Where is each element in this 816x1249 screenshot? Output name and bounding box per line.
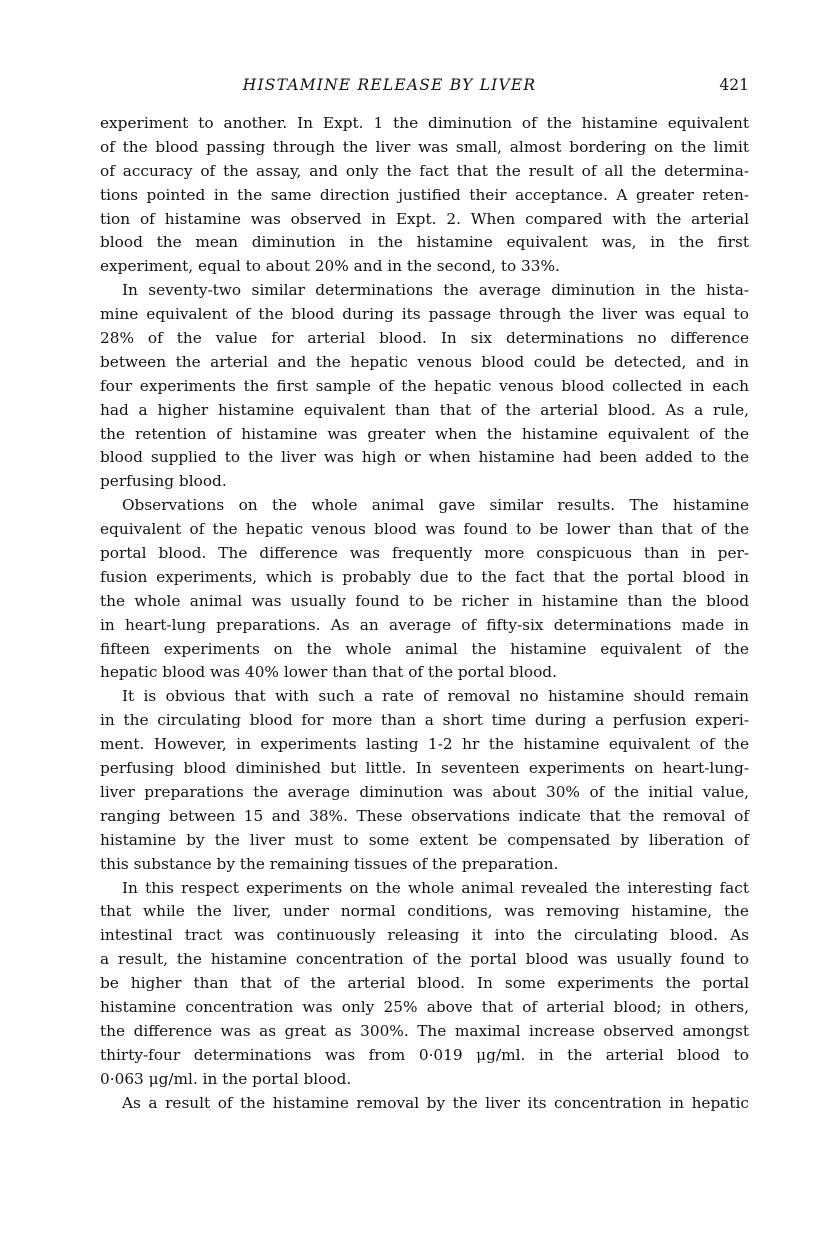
text-line: perfusing blood diminished but little. In seventeen experiments on heart-lung- — [100, 759, 749, 778]
text-line: histamine by the liver must to some extent be compensated by liberation of — [100, 830, 749, 849]
text-line: perfusing blood. — [100, 472, 227, 491]
running-header — [100, 76, 749, 100]
paragraph — [100, 685, 749, 876]
text-line: liver preparations the average diminution was about 30% of the initial value, — [100, 782, 749, 801]
text-line: of the blood passing through the liver was small, almost bordering on the limit — [100, 137, 749, 156]
text-line: in heart-lung preparations. As an average of fifty-six determinations made in — [100, 615, 749, 634]
text-line: this substance by the remaining tissues of the preparation. — [100, 854, 559, 873]
text-line: Observations on the whole animal gave similar results. The histamine — [122, 496, 749, 515]
text-line: 28% of the value for arterial blood. In six determinations no difference — [100, 329, 749, 348]
text-line: a result, the histamine concentration of the portal blood was usually found to — [100, 950, 749, 969]
text-line: As a result of the histamine removal by the liver its concentration in hepatic — [122, 1093, 749, 1112]
paragraph — [100, 494, 749, 685]
text-line: tion of histamine was observed in Expt. 2. When compared with the arterial — [100, 209, 749, 228]
paragraph — [100, 112, 749, 279]
paragraph — [100, 279, 749, 494]
text-line: of accuracy of the assay, and only the fact that the result of all the determina- — [100, 161, 749, 180]
text-line: ment. However, in experiments lasting 1-2 hr the histamine equivalent of the — [100, 735, 749, 754]
page-number: 421 — [719, 76, 749, 94]
text-line: blood supplied to the liver was high or when histamine had been added to the — [100, 448, 749, 467]
text-line: hepatic blood was 40% lower than that of the portal blood. — [100, 663, 557, 682]
text-line: fusion experiments, which is probably due to the fact that the portal blood in — [100, 567, 749, 586]
text-line: intestinal tract was continuously releasing it into the circulating blood. As — [100, 926, 749, 945]
text-line: in the circulating blood for more than a short time during a perfusion experi- — [100, 711, 749, 730]
text-line: mine equivalent of the blood during its passage through the liver was equal to — [100, 305, 749, 324]
text-line: that while the liver, under normal conditions, was removing histamine, the — [100, 902, 749, 921]
text-line: experiment to another. In Expt. 1 the diminution of the histamine equivalent — [100, 114, 749, 132]
text-line: In seventy-two similar determinations the average diminution in the hista- — [122, 281, 749, 300]
text-line: tions pointed in the same direction justified their acceptance. A greater reten- — [100, 185, 749, 204]
text-line: 0·063 μg/ml. in the portal blood. — [100, 1069, 352, 1088]
text-line: four experiments the first sample of the hepatic venous blood collected in each — [100, 376, 749, 395]
text-line: ranging between 15 and 38%. These observations indicate that the removal of — [100, 806, 749, 825]
text-line: the retention of histamine was greater when the histamine equivalent of the — [100, 424, 749, 443]
text-line: thirty-four determinations was from 0·019 μg/ml. in the arterial blood to — [100, 1045, 749, 1064]
text-line: the whole animal was usually found to be richer in histamine than the blood — [100, 591, 749, 610]
text-line: portal blood. The difference was frequently more conspicuous than in per- — [100, 544, 749, 563]
text-line: In this respect experiments on the whole animal revealed the interesting fact — [122, 878, 749, 897]
text-line: fifteen experiments on the whole animal the histamine equivalent of the — [100, 639, 749, 658]
paragraph — [100, 1092, 749, 1116]
text-line: had a higher histamine equivalent than that of the arterial blood. As a rule, — [100, 400, 749, 419]
text-line: histamine concentration was only 25% above that of arterial blood; in others, — [100, 997, 749, 1016]
body-text — [100, 112, 749, 1115]
paragraph — [100, 877, 749, 1092]
text-line: between the arterial and the hepatic venous blood could be detected, and in — [100, 352, 749, 371]
text-line: the difference was as great as 300%. The maximal increase observed amongst — [100, 1021, 749, 1040]
text-line: be higher than that of the arterial blood. In some experiments the portal — [100, 974, 749, 993]
text-line: It is obvious that with such a rate of removal no histamine should remain — [122, 687, 749, 706]
text-line: blood the mean diminution in the histamine equivalent was, in the first — [100, 233, 749, 252]
running-title: HISTAMINE RELEASE BY LIVER — [242, 76, 537, 94]
text-line: equivalent of the hepatic venous blood was found to be lower than that of the — [100, 520, 749, 539]
text-line: experiment, equal to about 20% and in the second, to 33%. — [100, 257, 560, 276]
